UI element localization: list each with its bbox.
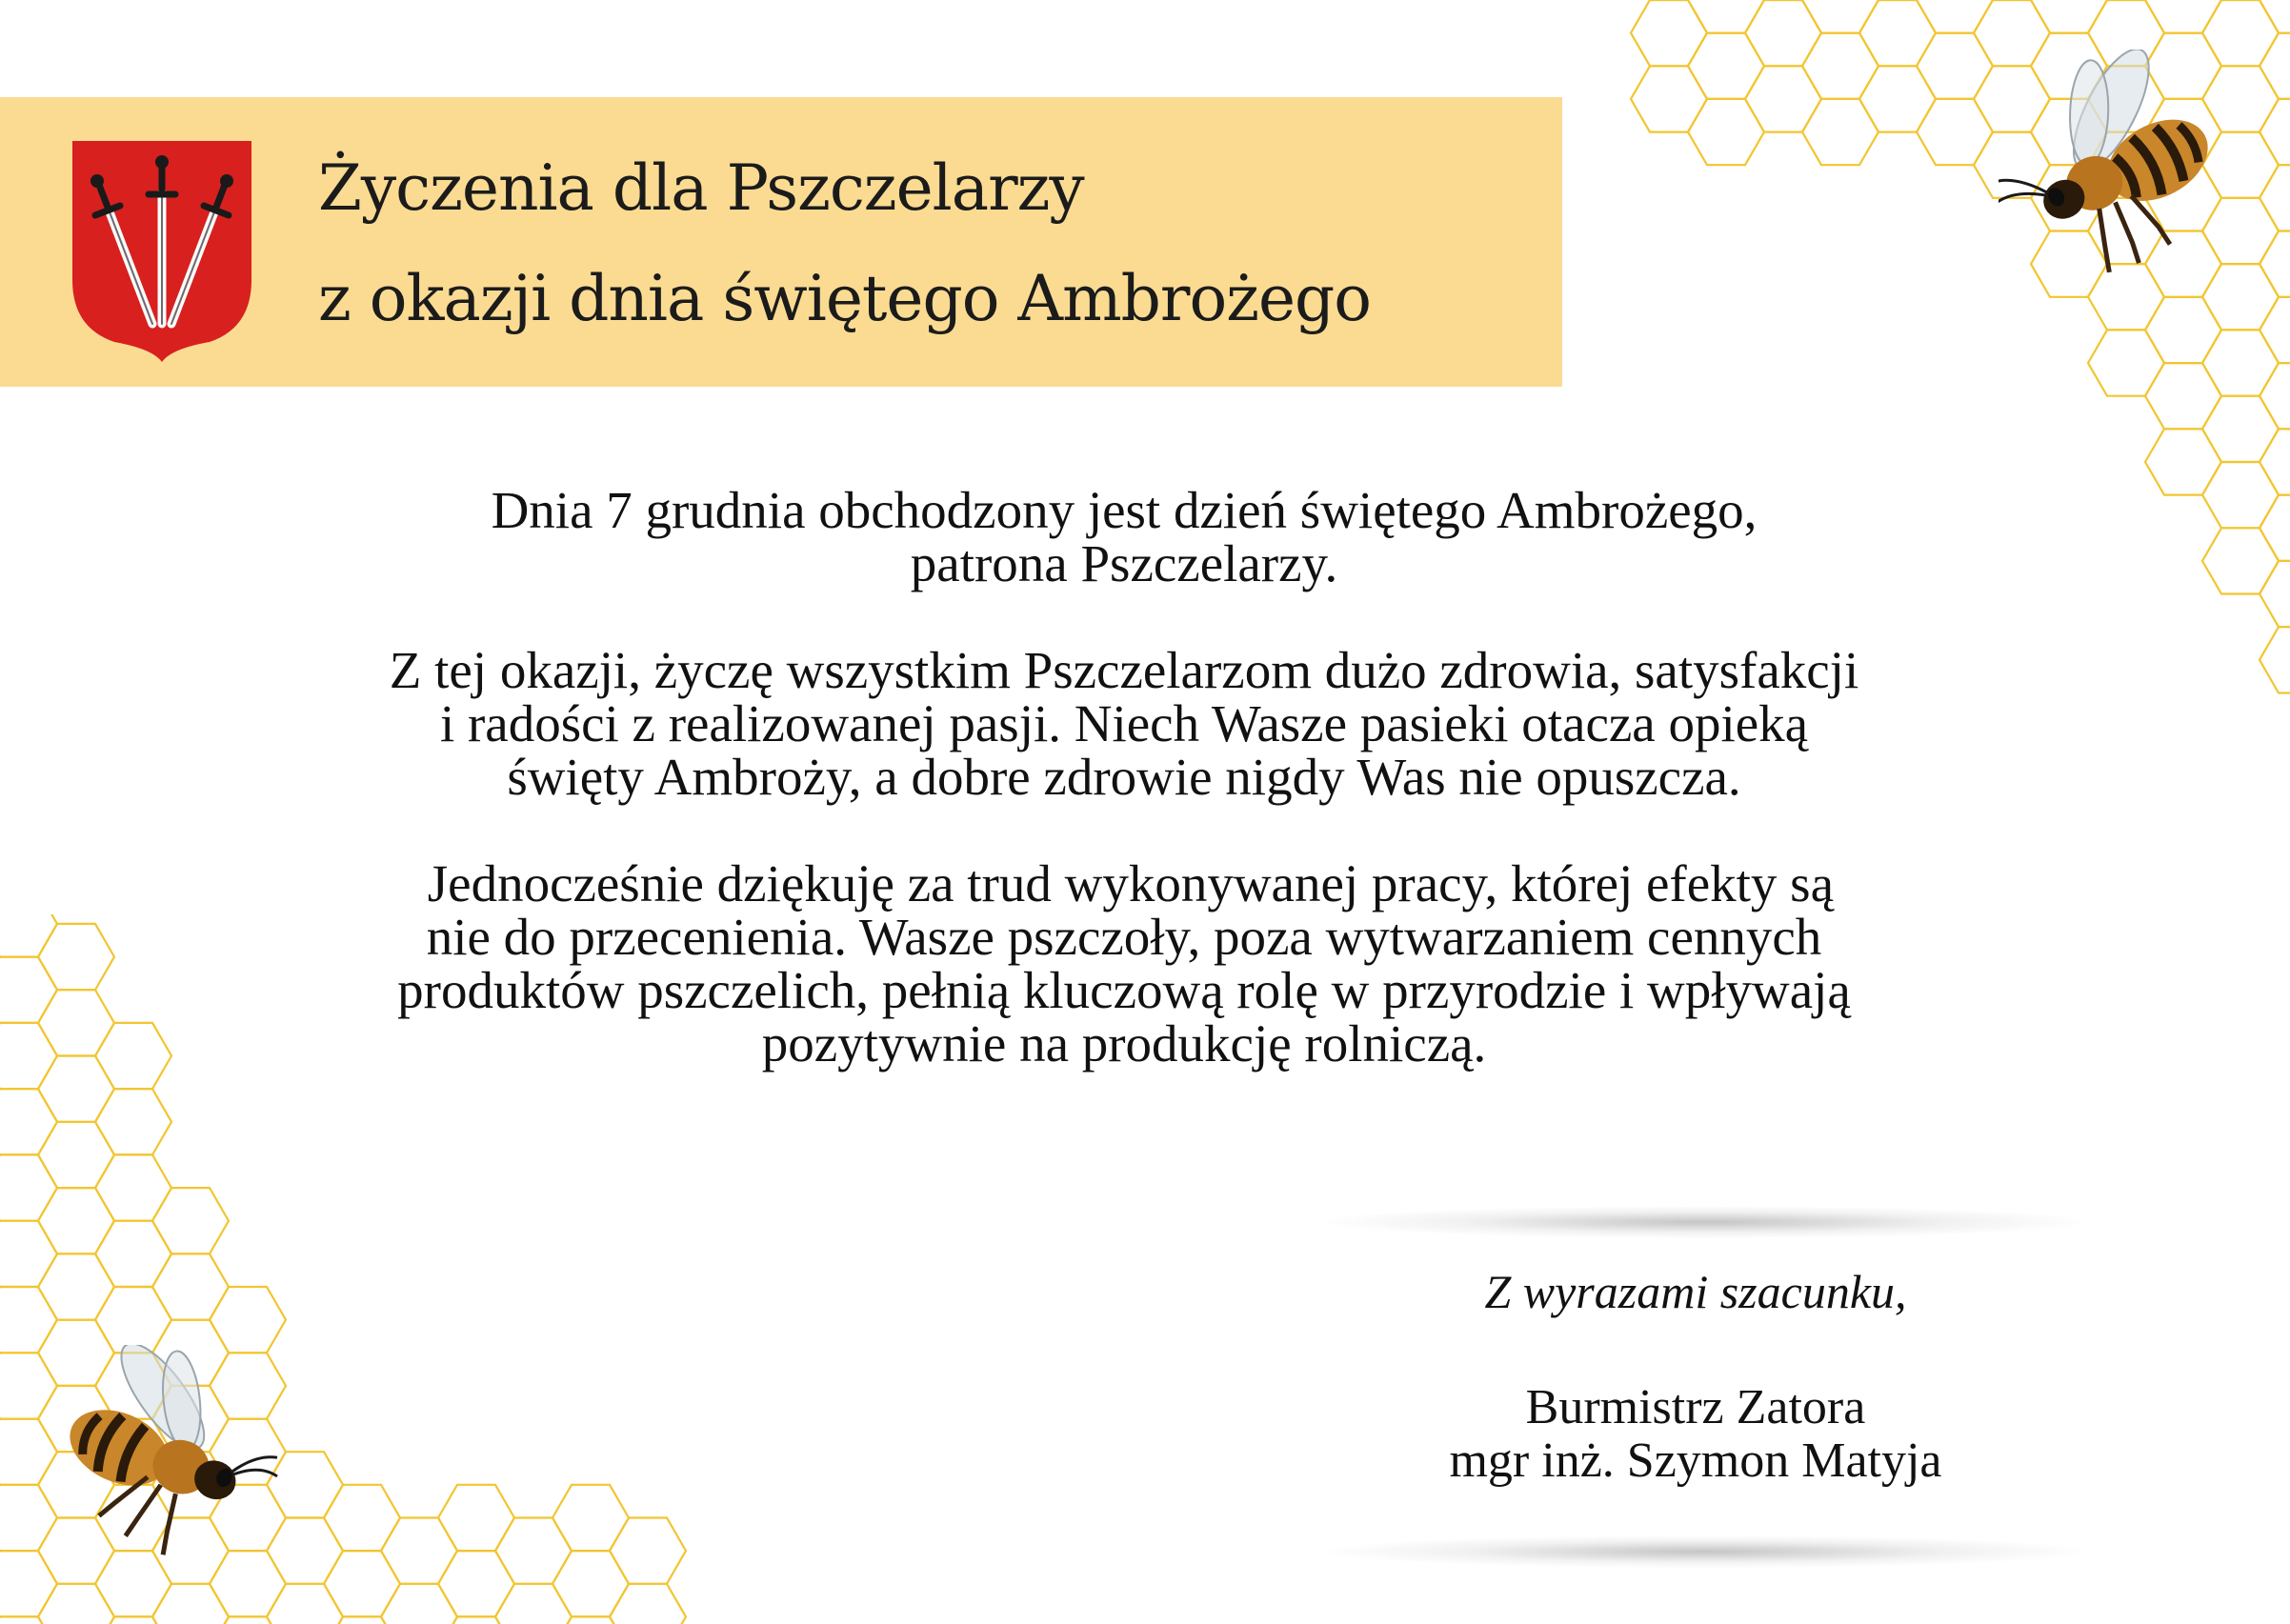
honeycomb-cell bbox=[0, 1287, 57, 1353]
honeycomb-cell bbox=[1631, 66, 1707, 131]
honeycomb-cell bbox=[210, 1616, 286, 1624]
honeycomb-cell bbox=[2260, 363, 2290, 429]
paragraph-line: produktów pszczelich, pełnią kluczową rolę w przyrodzie i wpływają bbox=[397, 961, 1851, 1019]
signer-title: Burmistrz Zatora bbox=[1525, 1380, 1866, 1434]
honeycomb-cell bbox=[1859, 66, 1936, 131]
honeycomb-cell bbox=[324, 1551, 400, 1616]
honeycomb-cell bbox=[210, 1287, 286, 1353]
honeycomb-cell bbox=[95, 1154, 171, 1220]
honeycomb-cell bbox=[267, 1584, 343, 1624]
honeycomb-cell bbox=[610, 1584, 686, 1624]
honeycomb-cell bbox=[1688, 0, 1764, 33]
closing-phrase: Z wyrazami szacunku, bbox=[1484, 1265, 1907, 1318]
honeycomb-cell bbox=[0, 1023, 57, 1089]
honeycomb-cell bbox=[1917, 33, 1993, 99]
honeycomb-cell bbox=[1631, 0, 1707, 66]
honeycomb-cell bbox=[0, 1419, 57, 1485]
honeycomb-cell bbox=[38, 924, 114, 990]
honeycomb-cell bbox=[2260, 33, 2290, 99]
honeycomb-cell bbox=[2260, 165, 2290, 231]
honeycomb-cell bbox=[0, 914, 57, 957]
honeycomb-cell bbox=[38, 1122, 114, 1188]
honeycomb-cell bbox=[495, 1584, 572, 1624]
paragraph-2 bbox=[143, 641, 2105, 806]
signer-name: mgr inż. Szymon Matyja bbox=[1449, 1434, 1942, 1488]
honeycomb-cell bbox=[95, 1221, 171, 1287]
honeycomb-cell bbox=[2260, 429, 2290, 494]
honeycomb-cell bbox=[2202, 330, 2279, 395]
message-body bbox=[143, 481, 2105, 1073]
honeycomb-cell bbox=[1859, 0, 1936, 66]
paragraph-line: nie do przecenienia. Wasze pszczoły, poza wytwarzaniem cennych bbox=[426, 908, 1822, 966]
honeycomb-cell bbox=[0, 1616, 57, 1624]
bee-icon bbox=[50, 1345, 278, 1574]
honeycomb-cell bbox=[2145, 0, 2221, 33]
honeycomb-cell bbox=[0, 1485, 57, 1551]
honeycomb-cell bbox=[2145, 363, 2221, 429]
page-title bbox=[318, 133, 1371, 354]
honeycomb-cell bbox=[95, 1287, 171, 1353]
honeycomb-cell bbox=[38, 1056, 114, 1122]
honeycomb-cell bbox=[152, 1253, 229, 1319]
honeycomb-cell bbox=[1802, 99, 1878, 165]
paragraph-line: pozytywnie na produkcję rolniczą. bbox=[761, 1014, 1487, 1073]
honeycomb-cell bbox=[267, 1518, 343, 1584]
honeycomb-cell bbox=[2260, 0, 2290, 33]
paragraph-line: Z tej okazji, życzę wszystkim Pszczelarzom dużo zdrowia, satysfakcji bbox=[389, 641, 1859, 699]
honeycomb-cell bbox=[0, 957, 57, 1023]
honeycomb-cell bbox=[495, 1518, 572, 1584]
honeycomb-cell bbox=[38, 990, 114, 1055]
honeycomb-cell bbox=[1688, 99, 1764, 165]
paragraph-3 bbox=[143, 854, 2105, 1073]
honeycomb-cell bbox=[2202, 462, 2279, 528]
honeycomb-cell bbox=[152, 1584, 229, 1624]
honeycomb-cell bbox=[0, 1353, 57, 1418]
honeycomb-cell bbox=[267, 1452, 343, 1517]
honeycomb-cell bbox=[1745, 0, 1821, 66]
honeycomb-cell bbox=[610, 1518, 686, 1584]
honeycomb-cell bbox=[552, 1485, 629, 1551]
paragraph-line: patrona Pszczelarzy. bbox=[910, 534, 1338, 592]
title-line-2: z okazji dnia świętego Ambrożego bbox=[318, 262, 1372, 335]
paragraph-line: Jednocześnie dziękuję za trud wykonywanej pracy, której efekty są bbox=[414, 854, 1834, 912]
honeycomb-cell bbox=[2088, 330, 2164, 395]
honeycomb-cell bbox=[95, 1089, 171, 1154]
honeycomb-cell bbox=[552, 1616, 629, 1624]
honeycomb-cell bbox=[2145, 297, 2221, 363]
bee-icon bbox=[1999, 50, 2227, 278]
honeycomb-cell bbox=[2031, 0, 2107, 33]
honeycomb-cell bbox=[38, 1188, 114, 1253]
signature-block bbox=[1334, 1381, 2058, 1488]
honeycomb-cell bbox=[381, 1518, 457, 1584]
honeycomb-cell bbox=[1688, 33, 1764, 99]
honeycomb-cell bbox=[1802, 0, 1878, 33]
honeycomb-cell bbox=[2260, 627, 2290, 692]
honeycomb-cell bbox=[1745, 66, 1821, 131]
honeycomb-cell bbox=[2260, 231, 2290, 297]
paragraph-line: święty Ambroży, a dobre zdrowie nigdy Was nie opuszcza. bbox=[507, 748, 1741, 806]
honeycomb-cell bbox=[438, 1485, 514, 1551]
honeycomb-cell bbox=[1917, 0, 1993, 33]
honeycomb-cell bbox=[381, 1584, 457, 1624]
honeycomb-cell bbox=[152, 1188, 229, 1253]
honeycomb-cell bbox=[38, 1584, 114, 1624]
honeycomb-cell bbox=[38, 1253, 114, 1319]
paragraph-1 bbox=[143, 481, 2105, 592]
honeycomb-cell bbox=[2260, 297, 2290, 363]
honeycomb-cell bbox=[324, 1616, 400, 1624]
title-line-1: Życzenia dla Pszczelarzy bbox=[318, 151, 1084, 225]
honeycomb-cell bbox=[0, 1154, 57, 1220]
honeycomb-cell bbox=[2145, 429, 2221, 494]
honeycomb-cell bbox=[0, 1221, 57, 1287]
coat-of-arms-icon bbox=[67, 137, 257, 366]
signature-divider-bottom bbox=[1324, 1535, 2086, 1568]
honeycomb-cell bbox=[2260, 561, 2290, 627]
paragraph-line: Dnia 7 grudnia obchodzony jest dzień świętego Ambrożego, bbox=[491, 481, 1758, 539]
honeycomb-cell bbox=[2260, 495, 2290, 561]
honeycomb-cell bbox=[1802, 33, 1878, 99]
signature-divider-top bbox=[1324, 1206, 2086, 1238]
honeycomb-cell bbox=[95, 1616, 171, 1624]
honeycomb-cell bbox=[438, 1551, 514, 1616]
honeycomb-cell bbox=[1917, 99, 1993, 165]
paragraph-line: i radości z realizowanej pasji. Niech Wasze pasieki otacza opieką bbox=[439, 694, 1809, 752]
honeycomb-cell bbox=[324, 1485, 400, 1551]
honeycomb-cell bbox=[0, 1551, 57, 1616]
honeycomb-cell bbox=[438, 1616, 514, 1624]
honeycomb-cell bbox=[552, 1551, 629, 1616]
honeycomb-cell bbox=[2202, 528, 2279, 593]
honeycomb-cell bbox=[2260, 99, 2290, 165]
honeycomb-cell bbox=[0, 1089, 57, 1154]
honeycomb-cell bbox=[2202, 396, 2279, 462]
